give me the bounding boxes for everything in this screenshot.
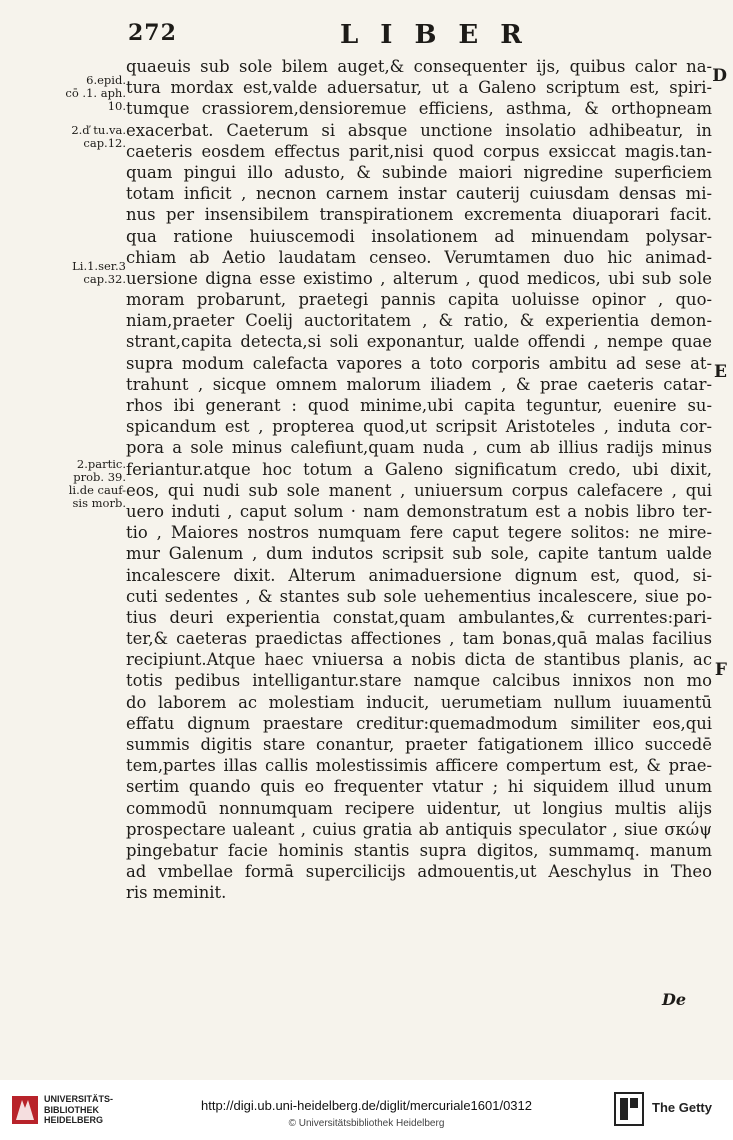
partner-name: The Getty <box>652 1100 712 1115</box>
text-line: tio , Maiores nostros numquam fere caput tegere solitos: ne mire- <box>126 523 712 543</box>
text-line: sertim quando quis eo frequenter vtatur ; hi siquidem illud unum <box>126 777 712 797</box>
text-line: strant,capita detecta,si soli exponantur, ualde offendi , nempe quae <box>126 332 712 352</box>
margin-note-line: 2.ď tu.va. <box>71 123 126 137</box>
text-line: rhos ibi generant : quod minime,ubi capita teguntur, euenire su- <box>126 396 712 415</box>
text-line: tius deuri experientia constat,quam ambulantes,& currentes:pari- <box>126 607 712 627</box>
margin-note-line: 6.epid. <box>86 73 126 87</box>
text-line: nus per insensibilem transpirationem excrementa diuaporari facit. <box>126 205 712 225</box>
text-line: mur Galenum , dum indutos scripsit sub sole, capite tantum ualde <box>126 544 712 564</box>
main-text <box>126 56 712 904</box>
text-line: commodū nonnumquam recipere uidentur, ut longius multis alijs <box>126 798 712 818</box>
text-line: tura mordax est,valde aduersatur, ut a Galeno scriptum est, spiri- <box>126 78 712 98</box>
margin-note <box>8 458 126 510</box>
running-title: LIBER <box>340 20 544 50</box>
margin-note-line: Li.1.ser.3 <box>72 259 126 273</box>
text-line: qua ratione huiuscemodi insolationem ad minuendam polysar- <box>126 226 712 246</box>
text-line: cuti sedentes , & stantes sub sole uehementius incalescere, siue po- <box>126 586 712 606</box>
library-name-line: HEIDELBERG <box>44 1115 104 1125</box>
text-line: spicandum est , propterea quod,ut scripsit Aristoteles , induta cor- <box>126 417 712 437</box>
text-line: quaeuis sub sole bilem auget,& consequenter ijs, quibus calor na- <box>126 57 712 76</box>
text-line: quam pingui illo adusto, & subinde maiori nigredine superficiem <box>126 162 712 182</box>
text-line: tem,partes illas callis molestissimis afficere compertum est, & prae- <box>126 756 712 776</box>
text-line: chiam ab Aetio laudatam censeo. Verumtamen duo hic animad- <box>126 247 712 267</box>
margin-note <box>8 260 126 286</box>
footer <box>0 1080 733 1140</box>
text-line: caeteris eosdem effectus parit,nisi quod corpus exsiccat magis.tan- <box>126 141 712 161</box>
library-name-line: UNIVERSITÄTS- <box>44 1094 114 1104</box>
text-line: feriantur.atque hoc totum a Galeno significatum credo, ubi dixit, <box>126 459 712 479</box>
margin-note-line: cō .1. aph. <box>65 86 126 100</box>
text-line: incalescere dixit. Alterum animaduersione dignum est, quod, si- <box>126 565 712 585</box>
margin-note-line: sis morb. <box>72 496 126 510</box>
text-line: effatu dignum praestare creditur:quemadmodum similiter eos,qui <box>126 713 712 733</box>
text-line: moram probarunt, praetegi pannis capita uoluisse opinor , quo- <box>126 290 712 310</box>
margin-note <box>8 74 126 113</box>
text-line: ad vmbellae formā supercilicijs admouentis,ut Aeschylus in Theo <box>126 862 712 882</box>
text-line: ter,& caeteras praedictas affectiones , tam bonas,quā malas facilius <box>126 629 712 649</box>
margin-note-line: prob. 39. <box>73 470 126 484</box>
text-line: do laborem ac molestiam inducit, uerumetiam nullum iuuamentū <box>126 692 712 712</box>
library-name-line: BIBLIOTHEK <box>44 1104 99 1115</box>
page-number: 272 <box>128 20 177 46</box>
copyright-notice: © Universitätsbibliothek Heidelberg <box>288 1118 445 1129</box>
text-line: totis pedibus intelligantur.stare namque calcibus innixos non mo <box>126 671 712 691</box>
section-letter-d: D <box>712 66 727 86</box>
margin-note-line: cap.32. <box>83 272 126 286</box>
text-line: niam,praeter Coelij auctoritatem , & ratio, & experientia demon- <box>126 311 712 331</box>
text-line: uero induti , caput solum · nam demonstratum est a nobis libro ter- <box>126 501 712 521</box>
margin-note-line: 2.partic. <box>76 457 126 471</box>
text-line: tumque crassiorem,densioremue efficiens, asthma, & orthopneam <box>126 99 712 119</box>
text-line: uersione digna esse existimo , alterum , quod medicos, ubi sub sole <box>126 268 712 288</box>
text-line: totam inficit , necnon carnem instar cauterij cuiusdam densas mi- <box>126 184 712 204</box>
page-header <box>0 18 733 58</box>
getty-logo-icon <box>614 1092 644 1126</box>
catchword: De <box>662 990 687 1009</box>
text-line: ris meminit. <box>126 883 227 903</box>
text-line: trahunt , sicque omnem malorum iliadem , & prae caeteris catar- <box>126 374 712 394</box>
margin-note-line: 10. <box>107 99 126 113</box>
section-letter-f: F <box>714 660 727 680</box>
source-url[interactable]: http://digi.ub.uni-heidelberg.de/diglit/mercuriale1601/0312 <box>201 1098 532 1113</box>
text-line: prospectare ualeant , cuius gratia ab antiquis speculator , siue σκώψ <box>126 819 712 839</box>
text-line: pora a sole minus calefiunt,quam nuda , cum ab illius radijs minus <box>126 438 712 458</box>
section-letter-e: E <box>714 362 727 382</box>
margin-note-line: cap.12. <box>83 136 126 150</box>
margin-note-line: li.de cauf- <box>68 483 126 497</box>
text-line: recipiunt.Atque haec vniuersa a nobis dicta de stantibus planis, ac <box>126 650 712 670</box>
text-line: pingebatur facie hominis stantis supra digitos, summamq. manum <box>126 840 712 860</box>
text-line: exacerbat. Caeterum si absque unctione insolatio adhibeatur, in <box>126 120 712 140</box>
text-line: supra modum calefacta vapores a toto corporis ambitu ad sese at- <box>126 353 712 373</box>
margin-note <box>8 124 126 150</box>
text-line: summis digitis stare conantur, praeter fatigationem illico succedē <box>126 735 712 754</box>
text-line: eos, qui nudi sub sole manent , uniuersum corpus calefacere , qui <box>126 480 712 500</box>
